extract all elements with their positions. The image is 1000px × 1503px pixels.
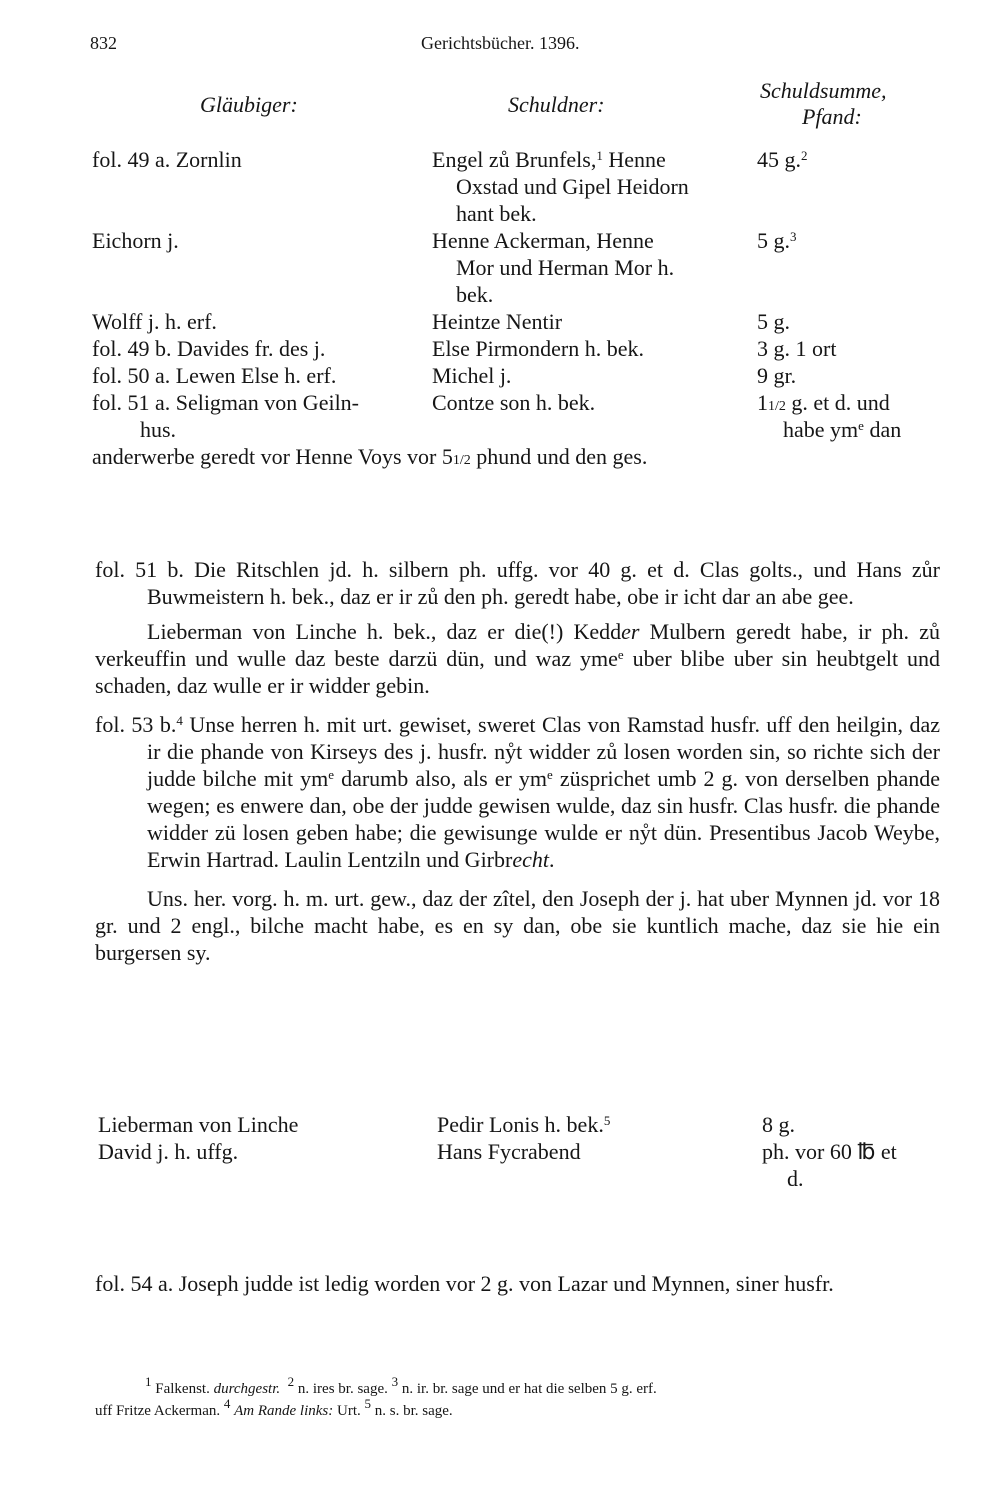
creditor-cell: Eichorn j. <box>92 228 179 253</box>
sum-cell: 45 g.$^2$ <box>757 147 808 172</box>
sum-cell: 5 g.$^3$ <box>757 228 797 253</box>
debtor-cell-line: bek. <box>456 282 494 307</box>
sum-cell: 9 gr. <box>757 363 797 388</box>
sum-cell: 3 g. 1 ort <box>757 336 837 361</box>
creditor-cell: fol. 50 a. Lewen Else h. erf. <box>92 363 337 388</box>
footnote-ref: 5 <box>603 1113 611 1128</box>
column-heading-pledge: Pfand: <box>802 104 862 129</box>
court-entries <box>95 556 940 966</box>
debtor-cell: Henne Ackerman, Henne <box>432 228 654 253</box>
page-number: 832 <box>90 33 117 53</box>
debtor-cell: Engel zů Brunfels,$^1$ Henne <box>432 147 666 172</box>
debtor-cell: Hans Fycrabend <box>437 1139 581 1164</box>
column-heading-creditor: Gläubiger: <box>200 92 298 117</box>
debtor-cell: Michel j. <box>432 363 512 388</box>
continuation-line: anderwerbe geredt vor Henne Voys vor 51/2 phund und den ges. <box>92 444 648 469</box>
entry-fol-54a-block <box>95 1270 940 1297</box>
entry-fol-51b: fol. 51 b. Die Ritschlen jd. h. silbern ph. uffg. vor 40 g. et d. Clas golts., und Hans zůr Buwmeistern h. bek., daz er ir zů den ph. geredt habe, obe ir icht dar an abe gee. <box>95 557 940 609</box>
footnotes <box>95 1374 940 1422</box>
entry-fol-54a: fol. 54 a. Joseph judde ist ledig worden vor 2 g. von Lazar und Mynnen, siner husfr. <box>95 1271 834 1296</box>
creditor-cell: Wolff j. h. erf. <box>92 309 217 334</box>
column-heading-sum: Schuldsumme, <box>760 78 887 103</box>
creditor-cell: David j. h. uffg. <box>98 1139 239 1164</box>
debtor-cell-line: Mor und Herman Mor h. <box>456 255 675 280</box>
entry-lieberman: Lieberman von Linche h. bek., daz er die(!) Kedder Mulbern geredt habe, ir ph. zů verkeuffin und wulle daz beste darzü dün, und waz yme$^e$ uber blibe uber sin heubtgelt und schaden, daz wulle er ir widder gebin. <box>95 619 941 698</box>
footnote-ref: 3 <box>790 229 797 244</box>
debtor-cell: Contze son h. bek. <box>432 390 596 415</box>
footnote-line: $^1$ Falkenst. durchgestr. $^2$ n. ires br. sage. $^3$ n. ir. br. sage und er hat die selben 5 g. erf. <box>145 1374 657 1397</box>
fraction: 1/2 <box>768 399 786 414</box>
footnote-ref: 1 <box>596 148 603 163</box>
creditor-cell-line: hus. <box>140 417 177 442</box>
footnote-line: uff Fritze Ackerman. $^4$ Am Rande links: Urt. $^5$ n. s. br. sage. <box>95 1396 453 1419</box>
debtor-cell-line: Oxstad und Gipel Heidorn <box>456 174 689 199</box>
creditor-cell: fol. 49 a. Zornlin <box>92 147 242 172</box>
sum-cell-line: d. <box>787 1166 804 1191</box>
creditor-cell: Lieberman von Linche <box>98 1112 299 1137</box>
footnote-ref: 4 <box>176 713 183 728</box>
column-heading-debtor: Schuldner: <box>508 92 605 117</box>
sum-cell: 11/2 g. et d. und <box>757 390 890 415</box>
creditor-cell: fol. 49 b. Davides fr. des j. <box>92 336 326 361</box>
sum-cell-line: habe $ym^e$ dan <box>783 417 902 442</box>
creditor-cell: fol. 51 a. Seligman von Geiln- <box>92 390 360 415</box>
debtor-cell-line: hant bek. <box>456 201 537 226</box>
sum-cell: 5 g. <box>757 309 790 334</box>
entry-fol-53b: fol. 53 b.$^4$ Unse herren h. mit urt. gewiset, sweret Clas von Ramstad husfr. uff den heilgin, daz ir die phande von Kirseys des j. husfr. nẙt widder zů losen worden sin, so richte sich der judde bilche mit $ym^e$ darumb also, als er $ym^e$ züsprichet umb 2 g. von derselben phande wegen; es enwere dan, obe der judde gewisen wulde, daz sin husfr. Clas husfr. die phande widder zü losen geben habe; die gewisunge wulde er nẙt dün. Presentibus Jacob Weybe, Erwin Hartrad. Laulin Lentziln und Girbrecht. <box>95 712 940 872</box>
debtor-cell: Else Pirmondern h. bek. <box>432 336 645 361</box>
debtor-cell: Heintze Nentir <box>432 309 563 334</box>
footnote-ref: 2 <box>801 148 808 163</box>
sum-cell: ph. vor 60 ℔ et <box>762 1139 897 1164</box>
running-title: Gerichtsbücher. 1396. <box>421 33 580 53</box>
sum-cell: 8 g. <box>762 1112 795 1137</box>
debtor-cell: Pedir Lonis h. bek.$^5$ <box>437 1112 611 1137</box>
fraction: 1/2 <box>452 453 471 468</box>
entry-uns-her: Uns. her. vorg. h. m. urt. gew., daz der zîtel, den Joseph der j. hat uber Mynnen jd. vor 18 gr. und 2 engl., bilche macht habe, es en sy dan, obe sie kuntlich mache, daz sie hie ein burgersen sy. <box>95 886 940 965</box>
